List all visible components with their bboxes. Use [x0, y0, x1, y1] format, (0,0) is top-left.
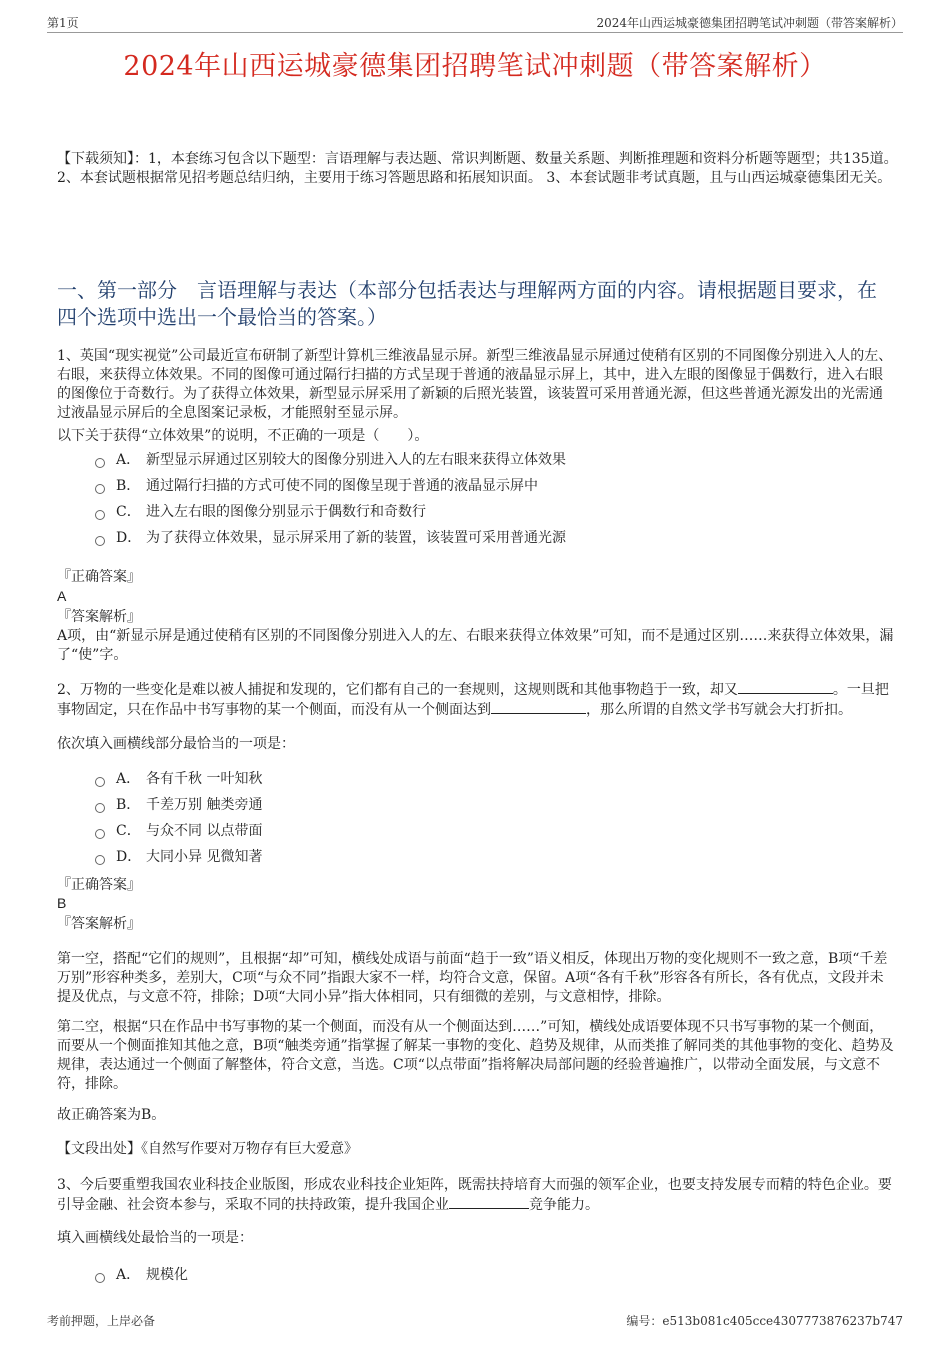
q2-option-d[interactable]: D． 大同小异 见微知著 [95, 844, 895, 870]
q1-stem: 1、英国“现实视觉”公司最近宣布研制了新型计算机三维液晶显示屏。新型三维液晶显示屏通过使稍有区别的不同图像分别进入人的左、右眼，来获得立体效果。不同的图像可通过隔行扫描的方式呈现于普通的液晶显示屏上，其中，进入左眼的图像显于偶数行，进入右眼的图像位于奇数行。为了获得立体效果，新型显示屏采用了新颖的后照光装置，该装置可采用普通光源，但这些普通光源发出的光需通过液晶显示屏后的全息图案记录板，才能照射至显示屏。 [57, 348, 893, 421]
q2-question: 依次填入画横线部分最恰当的一项是： [57, 736, 295, 752]
q2-conclusion: 故正确答案为B。 [57, 1107, 166, 1123]
q2-analysis-label: 『答案解析』 [57, 916, 141, 932]
q1-question: 以下关于获得“立体效果”的说明，不正确的一项是（ ）。 [57, 428, 429, 444]
fill-blank-1[interactable] [738, 680, 833, 694]
header-doc-title: 2024年山西运城豪德集团招聘笔试冲刺题（带答案解析） [596, 16, 903, 30]
q1-option-d[interactable]: D． 为了获得立体效果，显示屏采用了新的装置，该装置可采用普通光源 [95, 525, 895, 551]
radio-icon[interactable] [95, 777, 105, 787]
fill-blank-2[interactable] [491, 700, 586, 714]
footer-doc-id: 编号：e513b081c405cce4307773876237b747 [626, 1314, 903, 1328]
fill-blank-3[interactable] [449, 1195, 529, 1209]
q3-stem: 3、今后要重塑我国农业科技企业版图，形成农业科技企业矩阵，既需扶持培育大而强的领军企业，也要支持发展专而精的特色企业。要引导金融、社会资本参与，采取不同的扶持政策，提升我国企业 竞争能力。 [57, 1177, 892, 1213]
q1-option-c[interactable]: C． 进入左右眼的图像分别显示于偶数行和奇数行 [95, 499, 895, 525]
page-title: 2024年山西运城豪德集团招聘笔试冲刺题（带答案解析） [123, 51, 827, 82]
q1-option-b[interactable]: B． 通过隔行扫描的方式可使不同的图像呈现于普通的液晶显示屏中 [95, 473, 895, 499]
q2-options [95, 766, 895, 870]
q2-analysis-paragraph-1: 第一空，搭配“它们的规则”，且根据“却”可知，横线处成语与前面“趋于一致”语义相反，体现出万物的变化规则不一致之意，B项“千差万别”形容种类多，差别大，C项“与众不同”指跟大家不一样，均符合文意，保留。A项“各有千秋”形容各有所长，各有优点，文段并未提及优点，与文意不符，排除；D项“大同小异”指大体相同，只有细微的差别，与文意相悖，排除。 [57, 951, 888, 1005]
q1-analysis: A项，由“新显示屏是通过使稍有区别的不同图像分别进入人的左、右眼来获得立体效果”可知，而不是通过区别……来获得立体效果，漏了“使”字。 [57, 628, 894, 663]
page-number: 第1页 [47, 16, 79, 30]
q3-option-a[interactable]: A． 规模化 [95, 1262, 895, 1288]
q1-answer-label: 『正确答案』 [57, 569, 141, 585]
q2-source: 【文段出处】《自然写作要对万物存有巨大爱意》 [57, 1141, 358, 1157]
q1-answer: A [57, 588, 67, 604]
radio-icon[interactable] [95, 855, 105, 865]
q2-stem: 2、万物的一些变化是难以被人捕捉和发现的，它们都有自己的一套规则，这规则既和其他事物趋于一致，却又 。一旦把事物固定，只在作品中书写事物的某一个侧面，而没有从一个侧面达到 ，那么所谓的自然文学书写就会大打折扣。 [57, 682, 889, 718]
radio-icon[interactable] [95, 510, 105, 520]
download-notice: 【下载须知】：1，本套练习包含以下题型：言语理解与表达题、常识判断题、数量关系题、判断推理题和资料分析题等题型；共135道。 2、本套试题根据常见招考题总结归纳，主要用于练习答题思路和拓展知识面。 3、本套试题非考试真题，且与山西运城豪德集团无关。 [57, 151, 898, 186]
section-heading: 一、第一部分 言语理解与表达（本部分包括表达与理解两方面的内容。请根据题目要求，在四个选项中选出一个最恰当的答案。） [57, 278, 877, 329]
q3-options [95, 1262, 895, 1288]
page-header [47, 14, 903, 33]
radio-icon[interactable] [95, 829, 105, 839]
q1-option-a[interactable]: A． 新型显示屏通过区别较大的图像分别进入人的左右眼来获得立体效果 [95, 447, 895, 473]
q1-options [95, 447, 895, 551]
radio-icon[interactable] [95, 1273, 105, 1283]
q2-option-c[interactable]: C． 与众不同 以点带面 [95, 818, 895, 844]
footer-slogan: 考前押题，上岸必备 [47, 1314, 156, 1328]
q2-answer-label: 『正确答案』 [57, 877, 141, 893]
radio-icon[interactable] [95, 536, 105, 546]
q2-option-b[interactable]: B． 千差万别 触类旁通 [95, 792, 895, 818]
radio-icon[interactable] [95, 458, 105, 468]
radio-icon[interactable] [95, 803, 105, 813]
radio-icon[interactable] [95, 484, 105, 494]
q3-question: 填入画横线处最恰当的一项是： [57, 1230, 253, 1246]
q2-analysis-paragraph-2: 第二空，根据“只在作品中书写事物的某一个侧面，而没有从一个侧面达到……”可知，横线处成语要体现不只书写事物的某一个侧面，而要从一个侧面推知其他之意，B项“触类旁通”指掌握了解某一事物的变化、趋势及规律，从而类推了解同类的其他事物的变化、趋势及规律，表达通过一个侧面了解整体，符合文意，当选。C项“以点带面”指将解决局部问题的经验普遍推广，以带动全面发展，与文意不符，排除。 [57, 1019, 894, 1092]
q2-answer: B [57, 895, 67, 911]
q2-option-a[interactable]: A． 各有千秋 一叶知秋 [95, 766, 895, 792]
q1-analysis-label: 『答案解析』 [57, 609, 141, 625]
